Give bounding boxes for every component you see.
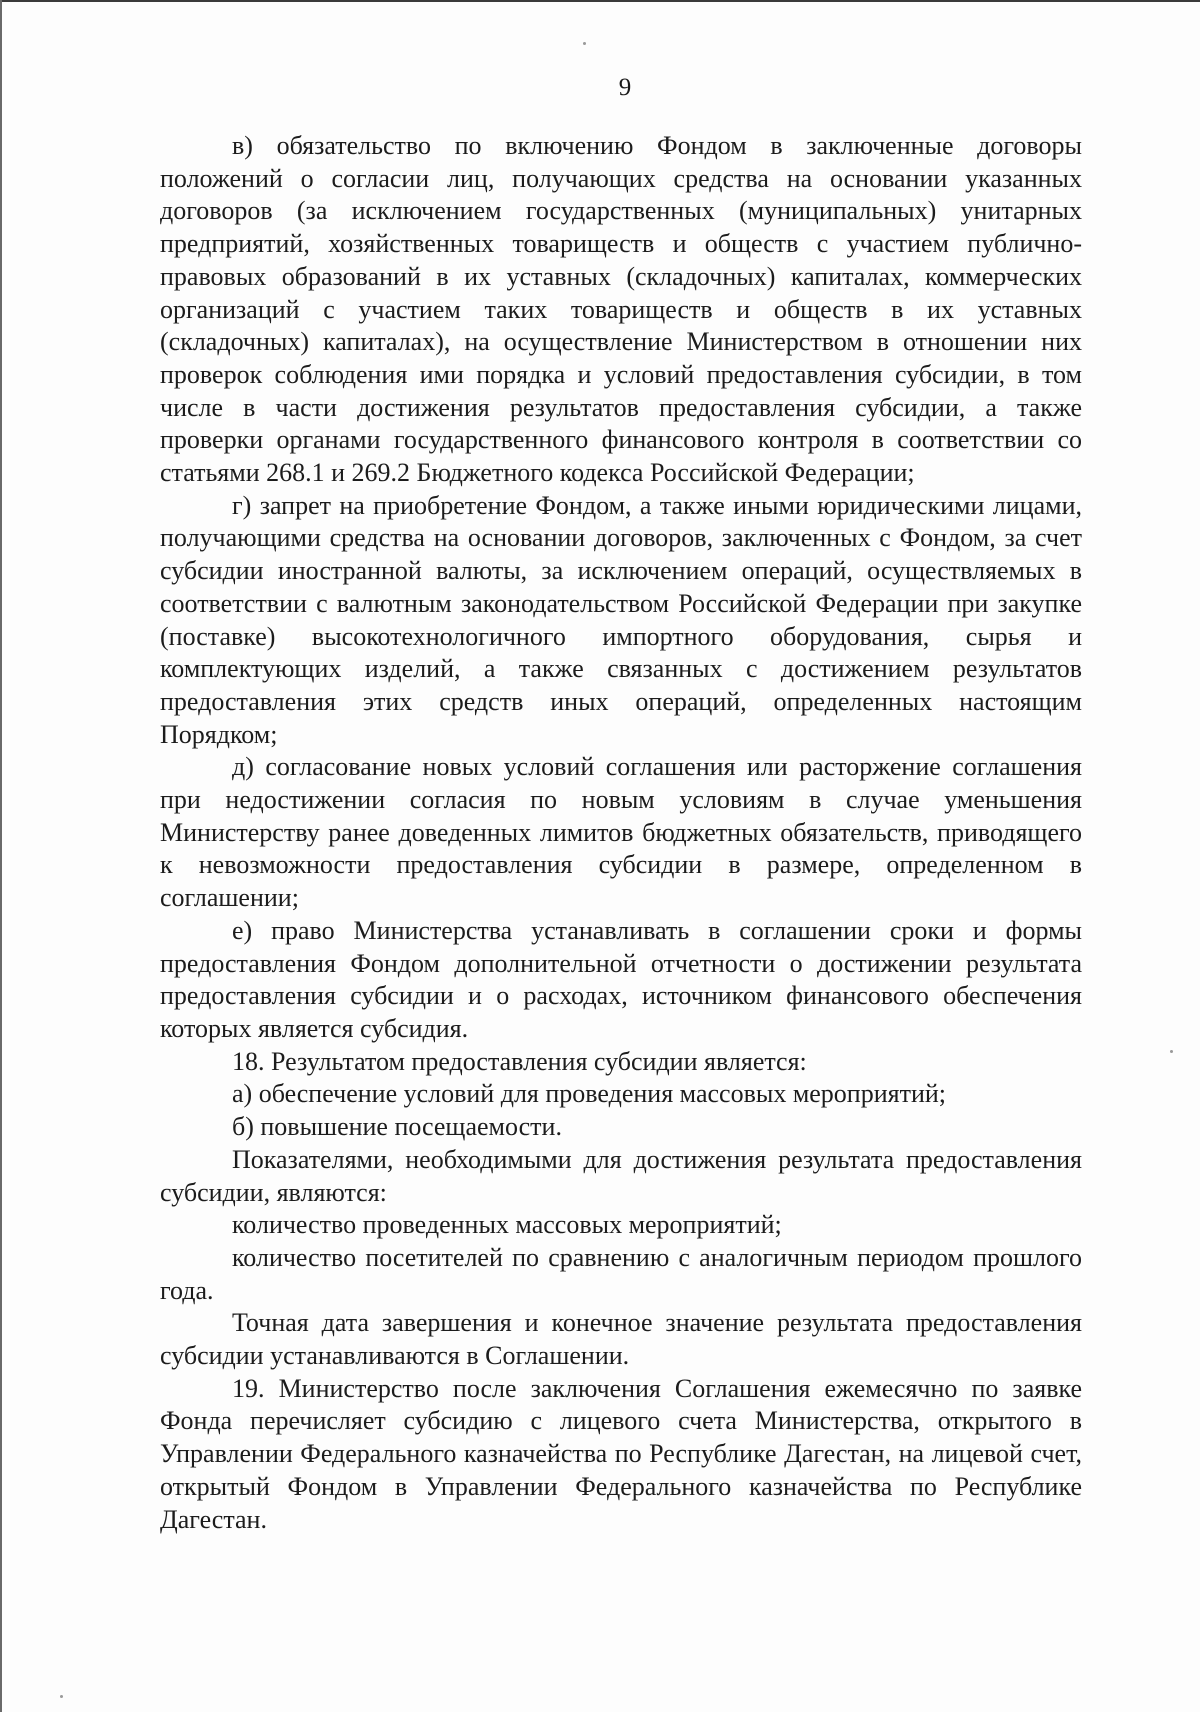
paragraph-g-currency-ban: г) запрет на приобретение Фондом, а также иными юридическими лицами, получающими средства на основании договоров, заключенных с Фондом, за счет субсидии иностранной валюты, за исключением операций, осуществляемых в соответствии с валютным законодательством Российской Федерации при закупке (поставке) высокотехнологичного импортного оборудования, сырья и комплектующих изделий, а также связанных с достижением результатов предоставления этих средств иных операций, определенных настоящим Порядком; xyxy=(160,490,1082,749)
scan-border-left xyxy=(0,0,2,1712)
paragraph-e-reporting-right: е) право Министерства устанавливать в соглашении сроки и формы предоставления Фондом дополнительной отчетности о достижении результата предоставления субсидии и о расходах, источником финансового обеспечения которых является субсидия. xyxy=(160,915,1082,1043)
paragraph-v-obligation: в) обязательство по включению Фондом в заключенные договоры положений о согласии лиц, получающих средства на основании указанных договоров (за исключением государственных (муниципальных) унитарных предприятий, хозяйственных товариществ и обществ с участием публично-правовых образований в их уставных (складочных) капиталах, коммерческих организаций с участием таких товариществ и обществ в их уставных (складочных) капиталах), на осуществление Министерством в отношении них проверок соблюдения ими порядка и условий предоставления субсидии, в том числе в части достижения результатов предоставления субсидии, а также проверки органами государственного финансового контроля в соответствии со статьями 268.1 и 269.2 Бюджетного кодекса Российской Федерации; xyxy=(160,131,1082,488)
paragraph-18-result: 18. Результатом предоставления субсидии является: xyxy=(232,1046,807,1076)
scan-speck xyxy=(60,1695,63,1698)
paragraph-indicator-visitors: количество посетителей по сравнению с аналогичным периодом прошлого года. xyxy=(160,1242,1082,1305)
paragraph-indicators: Показателями, необходимыми для достижения результата предоставления субсидии, являются: xyxy=(160,1144,1082,1207)
paragraph-18-b: б) повышение посещаемости. xyxy=(232,1112,562,1142)
page-number: 9 xyxy=(618,74,632,101)
paragraph-indicator-events: количество проведенных массовых мероприятий; xyxy=(232,1210,782,1240)
paragraph-result-date: Точная дата завершения и конечное значение результата предоставления субсидии устанавливаются в Соглашении. xyxy=(160,1308,1082,1371)
paragraph-d-agreement-terms: д) согласование новых условий соглашения или расторжение соглашения при недостижении согласия по новым условиям в случае уменьшения Министерству ранее доведенных лимитов бюджетных обязательств, приводящего к невозможности предоставления субсидии в размере, определенном в соглашении; xyxy=(160,752,1082,913)
paragraph-19-transfer: 19. Министерство после заключения Соглашения ежемесячно по заявке Фонда перечисляет субсидию с лицевого счета Министерства, открытого в Управлении Федерального казначейства по Республике Дагестан, на лицевой счет, открытый Фондом в Управлении Федерального казначейства по Республике Дагестан. xyxy=(160,1373,1082,1534)
paragraph-18-a: а) обеспечение условий для проведения массовых мероприятий; xyxy=(232,1079,947,1109)
scan-speck xyxy=(1170,1050,1173,1053)
document-body xyxy=(160,130,1082,1536)
scan-speck xyxy=(583,42,586,45)
scan-border-top xyxy=(0,0,1200,2)
